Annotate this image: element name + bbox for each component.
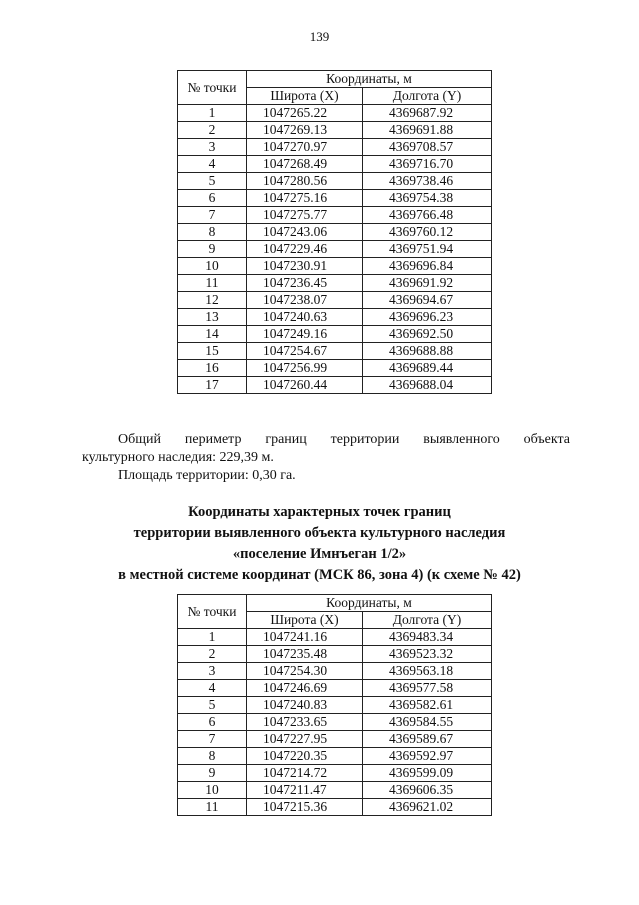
latitude-cell: 1047254.30 [247,663,363,680]
longitude-cell: 4369696.23 [363,309,492,326]
latitude-cell: 1047280.56 [247,173,363,190]
longitude-cell: 4369692.50 [363,326,492,343]
header-coordinates: Координаты, м [247,595,492,612]
table-row [178,799,492,816]
latitude-cell: 1047227.95 [247,731,363,748]
longitude-cell: 4369751.94 [363,241,492,258]
longitude-cell: 4369738.46 [363,173,492,190]
point-number-cell: 4 [178,680,247,697]
header-point-number: № точки [178,595,247,629]
latitude-cell: 1047233.65 [247,714,363,731]
longitude-cell: 4369760.12 [363,224,492,241]
table-row [178,646,492,663]
table-row [178,292,492,309]
table-row [178,275,492,292]
point-number-cell: 9 [178,765,247,782]
point-number-cell: 17 [178,377,247,394]
longitude-cell: 4369689.44 [363,360,492,377]
point-number-cell: 8 [178,224,247,241]
latitude-cell: 1047214.72 [247,765,363,782]
point-number-cell: 12 [178,292,247,309]
longitude-cell: 4369696.84 [363,258,492,275]
header-latitude: Широта (X) [247,612,363,629]
point-number-cell: 11 [178,275,247,292]
point-number-cell: 1 [178,629,247,646]
longitude-cell: 4369483.34 [363,629,492,646]
point-number-cell: 14 [178,326,247,343]
table-row [178,258,492,275]
table-row [178,105,492,122]
table-row [178,360,492,377]
point-number-cell: 6 [178,190,247,207]
longitude-cell: 4369592.97 [363,748,492,765]
point-number-cell: 5 [178,173,247,190]
table-row [178,241,492,258]
table-row [178,629,492,646]
longitude-cell: 4369523.32 [363,646,492,663]
table-row [178,377,492,394]
header-longitude: Долгота (Y) [363,88,492,105]
table-row [178,714,492,731]
coordinates-table-1 [177,70,492,394]
longitude-cell: 4369687.92 [363,105,492,122]
table-row [178,765,492,782]
longitude-cell: 4369691.88 [363,122,492,139]
point-number-cell: 10 [178,782,247,799]
perimeter-text-line2: культурного наследия: 229,39 м. [82,450,274,465]
table-row [178,731,492,748]
perimeter-text-line1: Общий периметр границ территории выявленного объекта [118,432,570,447]
latitude-cell: 1047229.46 [247,241,363,258]
table-row [178,224,492,241]
page-number: 139 [309,29,330,44]
latitude-cell: 1047230.91 [247,258,363,275]
table-row [178,173,492,190]
longitude-cell: 4369589.67 [363,731,492,748]
point-number-cell: 3 [178,139,247,156]
table-row [178,156,492,173]
table-row [178,663,492,680]
point-number-cell: 15 [178,343,247,360]
longitude-cell: 4369716.70 [363,156,492,173]
latitude-cell: 1047220.35 [247,748,363,765]
table-row [178,122,492,139]
point-number-cell: 5 [178,697,247,714]
table-row [178,782,492,799]
point-number-cell: 1 [178,105,247,122]
point-number-cell: 11 [178,799,247,816]
point-number-cell: 10 [178,258,247,275]
longitude-cell: 4369708.57 [363,139,492,156]
latitude-cell: 1047269.13 [247,122,363,139]
latitude-cell: 1047238.07 [247,292,363,309]
longitude-cell: 4369691.92 [363,275,492,292]
latitude-cell: 1047215.36 [247,799,363,816]
table-row [178,680,492,697]
longitude-cell: 4369599.09 [363,765,492,782]
point-number-cell: 7 [178,207,247,224]
table-row [178,748,492,765]
longitude-cell: 4369688.04 [363,377,492,394]
latitude-cell: 1047268.49 [247,156,363,173]
point-number-cell: 7 [178,731,247,748]
latitude-cell: 1047270.97 [247,139,363,156]
longitude-cell: 4369688.88 [363,343,492,360]
latitude-cell: 1047256.99 [247,360,363,377]
point-number-cell: 3 [178,663,247,680]
longitude-cell: 4369606.35 [363,782,492,799]
latitude-cell: 1047275.77 [247,207,363,224]
header-latitude: Широта (X) [247,88,363,105]
latitude-cell: 1047265.22 [247,105,363,122]
longitude-cell: 4369584.55 [363,714,492,731]
latitude-cell: 1047260.44 [247,377,363,394]
table-row [178,139,492,156]
longitude-cell: 4369621.02 [363,799,492,816]
longitude-cell: 4369754.38 [363,190,492,207]
heading-line-3: «поселение Имнъеган 1/2» [232,546,407,562]
latitude-cell: 1047211.47 [247,782,363,799]
latitude-cell: 1047249.16 [247,326,363,343]
header-coordinates: Координаты, м [247,71,492,88]
point-number-cell: 6 [178,714,247,731]
latitude-cell: 1047236.45 [247,275,363,292]
latitude-cell: 1047254.67 [247,343,363,360]
table-row [178,309,492,326]
longitude-cell: 4369577.58 [363,680,492,697]
table-row [178,190,492,207]
latitude-cell: 1047240.83 [247,697,363,714]
latitude-cell: 1047240.63 [247,309,363,326]
point-number-cell: 2 [178,646,247,663]
table-row [178,343,492,360]
longitude-cell: 4369563.18 [363,663,492,680]
header-longitude: Долгота (Y) [363,612,492,629]
point-number-cell: 4 [178,156,247,173]
point-number-cell: 16 [178,360,247,377]
heading-line-2: территории выявленного объекта культурного наследия [133,525,506,541]
header-point-number: № точки [178,71,247,105]
longitude-cell: 4369582.61 [363,697,492,714]
latitude-cell: 1047235.48 [247,646,363,663]
point-number-cell: 13 [178,309,247,326]
latitude-cell: 1047243.06 [247,224,363,241]
point-number-cell: 2 [178,122,247,139]
longitude-cell: 4369766.48 [363,207,492,224]
point-number-cell: 9 [178,241,247,258]
area-text: Площадь территории: 0,30 га. [118,468,296,483]
point-number-cell: 8 [178,748,247,765]
heading-line-1: Координаты характерных точек границ [188,504,451,520]
coordinates-table-2 [177,594,492,816]
heading-line-4: в местной системе координат (МСК 86, зона 4) (к схеме № 42) [118,567,521,583]
latitude-cell: 1047241.16 [247,629,363,646]
latitude-cell: 1047246.69 [247,680,363,697]
table-row [178,697,492,714]
section-heading [0,502,639,586]
table-row [178,326,492,343]
longitude-cell: 4369694.67 [363,292,492,309]
latitude-cell: 1047275.16 [247,190,363,207]
table-row [178,207,492,224]
